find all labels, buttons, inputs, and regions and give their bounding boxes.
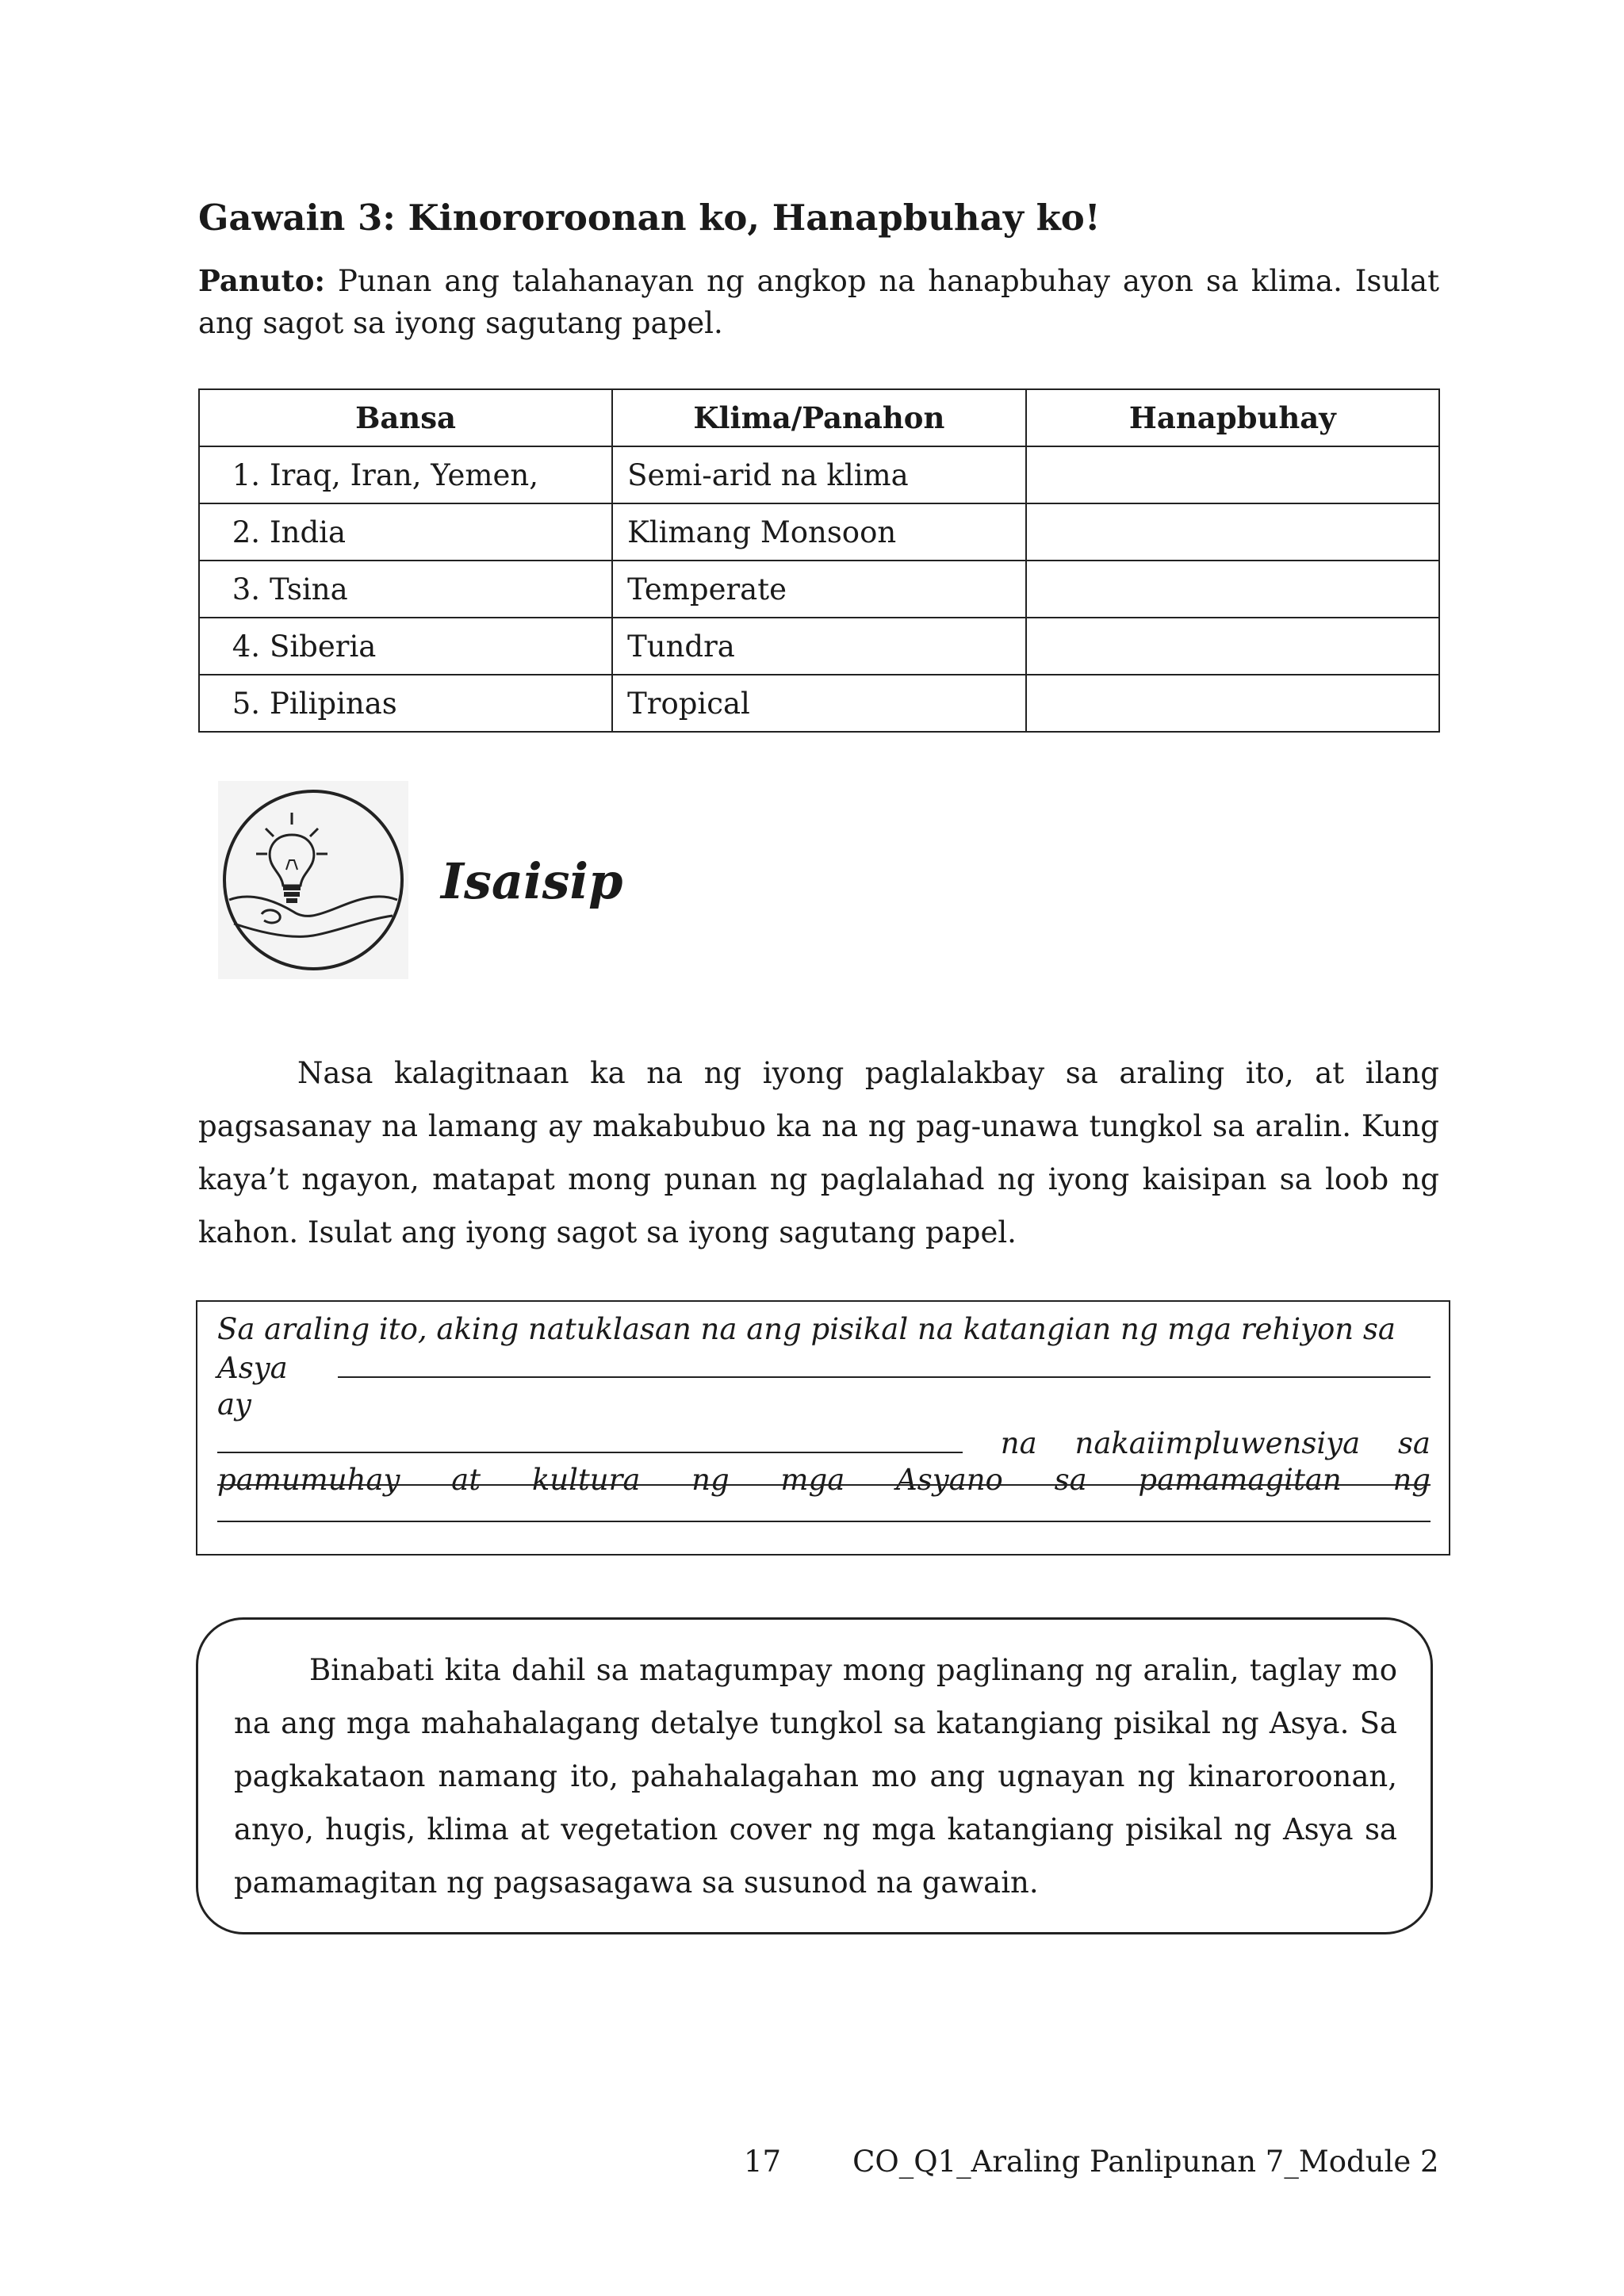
prompt-word: Asyano	[896, 1463, 1003, 1497]
header-bansa: Bansa	[199, 389, 612, 446]
activity-title: Gawain 3: Kinororoonan ko, Hanapbuhay ko!	[198, 197, 1101, 239]
answer-blank[interactable]	[217, 1423, 963, 1453]
table-row	[199, 618, 1439, 675]
table-row	[199, 675, 1439, 732]
prompt-word: pamamagitan	[1138, 1463, 1342, 1497]
livelihood-cell[interactable]	[1026, 675, 1439, 732]
table-row	[199, 503, 1439, 561]
isaisip-paragraph: Nasa kalagitnaan ka na ng iyong paglalakbay sa araling ito, at ilang pagsasanay na lamang ay makabubuo ka na ng pag-unawa tungkol sa aralin. Kung kaya’t ngayon, matapat mong punan ng paglalahad ng iyong kaisipan sa loob ng kahon. Isulat ang iyong sagot sa iyong sagutang papel.	[198, 1056, 1439, 1249]
prompt-word: ng	[691, 1463, 730, 1497]
instructions-text: Punan ang talahanayan ng angkop na hanapbuhay ayon sa klima. Isulat ang sagot sa iyong sagutang papel.	[198, 264, 1439, 340]
prompt-word: sa	[1054, 1463, 1087, 1497]
prompt-text: Sa araling ito, aking natuklasan na ang pisikal na katangian ng mga rehiyon sa	[217, 1312, 1396, 1346]
row-number: 4.	[232, 629, 260, 664]
prompt-text: Asya ay	[217, 1351, 288, 1422]
congratulations-box	[196, 1617, 1433, 1934]
activity-table	[198, 388, 1440, 733]
country-name: Siberia	[270, 629, 377, 664]
fill-in-box	[196, 1300, 1450, 1556]
country-name: Pilipinas	[270, 686, 397, 721]
instructions-label: Panuto:	[198, 263, 326, 298]
climate-cell: Tundra	[612, 618, 1026, 675]
row-number: 1.	[232, 457, 260, 492]
country-cell	[199, 503, 612, 561]
climate-cell: Temperate	[612, 561, 1026, 618]
country-cell	[199, 446, 612, 503]
page-footer	[744, 2145, 1439, 2179]
prompt-line-3	[217, 1423, 1431, 1462]
row-number: 3.	[232, 572, 260, 607]
country-name: Tsina	[270, 572, 348, 607]
country-cell	[199, 675, 612, 732]
instructions	[198, 260, 1439, 344]
prompt-word: na	[1000, 1426, 1037, 1460]
table-row	[199, 561, 1439, 618]
prompt-word: at	[451, 1463, 481, 1497]
congratulations-text: Binabati kita dahil sa matagumpay mong paglinang ng aralin, taglay mo na ang mga mahahalagang detalye tungkol sa katangiang pisikal ng Asya. Sa pagkakataon namang ito, pahahalagahan mo ang ugnayan ng kinaroroonan, anyo, hugis, klima at vegetation cover ng mga katangiang pisikal ng Asya sa pamamagitan ng pagsasagawa sa susunod na gawain.	[234, 1653, 1397, 1900]
country-cell	[199, 618, 612, 675]
country-name: India	[270, 515, 347, 549]
livelihood-cell[interactable]	[1026, 618, 1439, 675]
module-code: CO_Q1_Araling Panlipunan 7_Module 2	[852, 2145, 1439, 2179]
livelihood-cell[interactable]	[1026, 561, 1439, 618]
answer-line[interactable]	[217, 1484, 1431, 1486]
livelihood-cell[interactable]	[1026, 446, 1439, 503]
climate-cell: Klimang Monsoon	[612, 503, 1026, 561]
climate-cell: Tropical	[612, 675, 1026, 732]
prompt-word: sa	[1397, 1426, 1431, 1460]
lightbulb-hand-icon	[218, 781, 408, 979]
fill-in-prompt	[217, 1311, 1431, 1498]
answer-blank[interactable]	[338, 1348, 1431, 1378]
prompt-word: nakaiimpluwensiya	[1074, 1426, 1361, 1460]
table-row	[199, 446, 1439, 503]
climate-cell: Semi-arid na klima	[612, 446, 1026, 503]
section-title: Isaisip	[441, 852, 623, 910]
table-header-row	[199, 389, 1439, 446]
country-cell	[199, 561, 612, 618]
answer-line[interactable]	[217, 1521, 1431, 1522]
prompt-word: kultura	[531, 1463, 641, 1497]
prompt-word: mga	[780, 1463, 845, 1497]
row-number: 2.	[232, 515, 260, 549]
prompt-line-2	[217, 1348, 1431, 1423]
livelihood-cell[interactable]	[1026, 503, 1439, 561]
header-hanapbuhay: Hanapbuhay	[1026, 389, 1439, 446]
page-number: 17	[744, 2145, 782, 2179]
country-name: Iraq, Iran, Yemen,	[270, 457, 538, 492]
prompt-word: pamumuhay	[217, 1463, 400, 1497]
row-number: 5.	[232, 686, 260, 721]
prompt-word: ng	[1392, 1463, 1431, 1497]
prompt-line-4	[217, 1462, 1431, 1498]
prompt-line-1	[217, 1311, 1431, 1348]
header-klima: Klima/Panahon	[612, 389, 1026, 446]
